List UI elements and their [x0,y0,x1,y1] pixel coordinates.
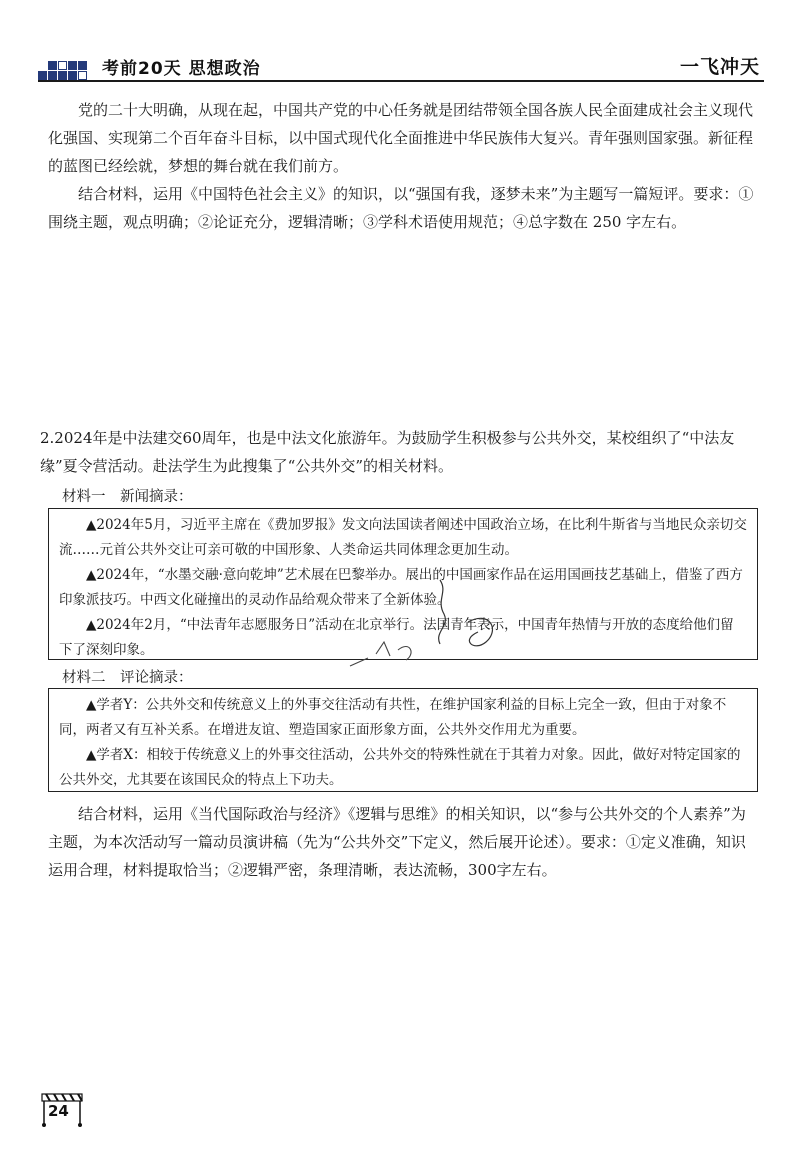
header-divider [38,80,764,82]
q1-material: 党的二十大明确，从现在起，中国共产党的中心任务就是团结带领全国各族人民全面建成社会主义现代化强国、实现第二个百年奋斗目标，以中国式现代化全面推进中华民族伟大复兴。青年强则国家强。新征程的蓝图已经绘就，梦想的舞台就在我们前方。 [48,101,754,175]
handwriting-scribble-icon [340,570,520,670]
q2-intro: 2.2024年是中法建交60周年，也是中法文化旅游年。为鼓励学生积极参与公共外交，某校组织了“中法友缘”夏令营活动。赴法学生为此搜集了“公共外交”的相关材料。 [40,429,735,475]
header-logo-icon [38,54,92,80]
material1-item: ▲2024年2月，“中法青年志愿服务日”活动在北京举行。法国青年表示，中国青年热情与开放的态度给他们留下了深刻印象。 [59,617,734,658]
material2-item: ▲学者X：相较于传统意义上的外事交往活动，公共外交的特殊性就在于其着力对象。因此，做好对特定国家的公共外交，尤其要在该国民众的特点上下功夫。 [59,747,741,788]
page-header [38,46,764,82]
material1-label: 材料一 新闻摘录： [62,489,193,505]
material1-item: ▲2024年，“水墨交融·意向乾坤”艺术展在巴黎举办。展出的中国画家作品在运用国画技艺基础上，借鉴了西方印象派技巧。中西文化碰撞出的灵动作品给观众带来了全新体验。 [59,567,743,608]
page-number: 24 [48,1102,69,1120]
material2-item: ▲学者Y：公共外交和传统意义上的外事交往活动有共性，在维护国家利益的目标上完全一致，但由于对象不同，两者又有互补关系。在增进友谊、塑造国家正面形象方面，公共外交作用尤为重要。 [59,697,727,738]
header-title: 考前20天 思想政治 [102,59,261,79]
material2-label: 材料二 评论摘录： [62,670,193,686]
brand-logo: 一飞冲天 [679,56,760,78]
material1-item: ▲2024年5月，习近平主席在《费加罗报》发文向法国读者阐述中国政治立场，在比利牛斯省与当地民众亲切交流……元首公共外交让可亲可敬的中国形象、人类命运共同体理念更加生动。 [59,517,747,558]
material2-box [48,688,758,792]
q2-task: 结合材料，运用《当代国际政治与经济》《逻辑与思维》的相关知识，以“参与公共外交的个人素养”为主题，为本次活动写一篇动员演讲稿（先为“公共外交”下定义，然后展开论述）。要求：①定义准确，知识运用合理，材料提取恰当；②逻辑严密，条理清晰，表达流畅，300字左右。 [48,805,746,879]
q1-task: 结合材料，运用《中国特色社会主义》的知识，以“强国有我，逐梦未来”为主题写一篇短评。要求：①围绕主题，观点明确；②论证充分，逻辑清晰；③学科术语使用规范；④总字数在 250 字左右。 [48,185,754,231]
page-footer [34,1090,94,1128]
